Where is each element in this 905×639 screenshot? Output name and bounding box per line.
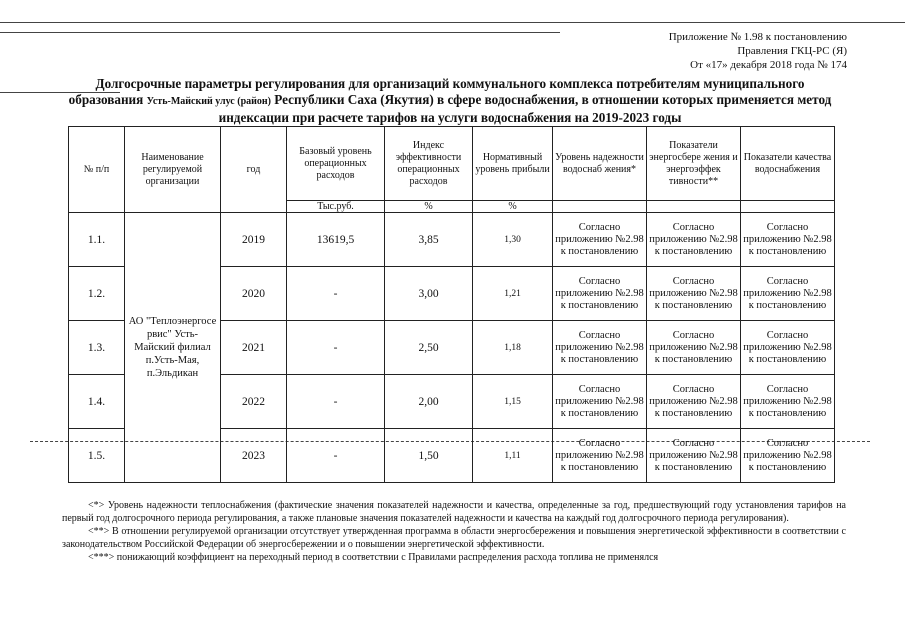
cell-efficiency: 1,50 xyxy=(385,429,473,483)
unit-reliability xyxy=(553,201,647,213)
cell-reliability: Согласно приложению №2.98 к постановлению xyxy=(553,267,647,321)
header-row xyxy=(69,127,835,201)
cell-organization: АО "Теплоэнергосе рвис" Усть-Майский филиал п.Усть-Мая, п.Эльдикан xyxy=(125,213,221,483)
cell-quality: Согласно приложению №2.98 к постановлению xyxy=(741,429,835,483)
unit-quality xyxy=(741,201,835,213)
cell-base: 13619,5 xyxy=(287,213,385,267)
cell-reliability: Согласно приложению №2.98 к постановлению xyxy=(553,375,647,429)
cell-reliability: Согласно приложению №2.98 к постановлению xyxy=(553,213,647,267)
cell-year: 2023 xyxy=(221,429,287,483)
cell-efficiency: 3,00 xyxy=(385,267,473,321)
table-row xyxy=(69,213,835,267)
cell-profit: 1,21 xyxy=(473,267,553,321)
cell-energy: Согласно приложению №2.98 к постановлению xyxy=(647,429,741,483)
cell-efficiency: 2,50 xyxy=(385,321,473,375)
unit-energy xyxy=(647,201,741,213)
cell-energy: Согласно приложению №2.98 к постановлению xyxy=(647,321,741,375)
title-region: Усть-Майский улус (район) xyxy=(146,96,271,107)
unit-efficiency: % xyxy=(385,201,473,213)
header-base: Базовый уровень операционных расходов xyxy=(287,127,385,201)
header-org: Наименование регулируемой организации xyxy=(125,127,221,213)
header-quality: Показатели качества водоснабжения xyxy=(741,127,835,201)
cell-num: 1.1. xyxy=(69,213,125,267)
cell-base: - xyxy=(287,321,385,375)
cell-profit: 1,15 xyxy=(473,375,553,429)
unit-profit: % xyxy=(473,201,553,213)
parameters-table xyxy=(68,126,835,483)
cell-energy: Согласно приложению №2.98 к постановлению xyxy=(647,267,741,321)
scan-line xyxy=(0,32,560,33)
cell-energy: Согласно приложению №2.98 к постановлению xyxy=(647,375,741,429)
header-year: год xyxy=(221,127,287,213)
cell-year: 2021 xyxy=(221,321,287,375)
footnote-coefficient: <***> понижающий коэффициент на переходный период в соответствии с Правилами распределения расхода топлива не применялся xyxy=(88,552,659,563)
cell-num: 1.5. xyxy=(69,429,125,483)
header-reliability: Уровень надежности водоснаб жения* xyxy=(553,127,647,201)
cell-profit: 1,11 xyxy=(473,429,553,483)
cell-reliability: Согласно приложению №2.98 к постановлению xyxy=(553,321,647,375)
appendix-line-1: Приложение № 1.98 к постановлению xyxy=(668,31,847,43)
header-energy: Показатели энергосбере жения и энергоэффек тивности** xyxy=(647,127,741,201)
cell-energy: Согласно приложению №2.98 к постановлению xyxy=(647,213,741,267)
cell-efficiency: 2,00 xyxy=(385,375,473,429)
cell-base: - xyxy=(287,267,385,321)
unit-base: Тыс.руб. xyxy=(287,201,385,213)
cell-num: 1.3. xyxy=(69,321,125,375)
footnote-reliability: <*> Уровень надежности теплоснабжения (фактические значения показателей надежности и качества, определенные за год, предшествующий году установления тарифов на первый год долгосрочного периода регулирования, а также плановые значения показателей надежности и качества на каждый год долгосрочного периода регулирования). xyxy=(62,500,846,524)
cell-quality: Согласно приложению №2.98 к постановлению xyxy=(741,213,835,267)
header-profit: Нормативный уровень прибыли xyxy=(473,127,553,201)
cell-year: 2019 xyxy=(221,213,287,267)
title-part-1: Долгосрочные параметры регулирования для организаций коммунального комплекса потребителям муниципального образования xyxy=(68,76,805,107)
cell-quality: Согласно приложению №2.98 к постановлению xyxy=(741,375,835,429)
cell-quality: Согласно приложению №2.98 к постановлению xyxy=(741,267,835,321)
cell-year: 2020 xyxy=(221,267,287,321)
title-part-3: Республики Саха (Якутия) в сфере водоснабжения, в отношении которых применяется метод индексации при расчете тарифов на услуги водоснабжения на 2019-2023 годы xyxy=(218,92,832,125)
cell-profit: 1,30 xyxy=(473,213,553,267)
cell-year: 2022 xyxy=(221,375,287,429)
footnotes xyxy=(62,499,846,564)
cell-profit: 1,18 xyxy=(473,321,553,375)
appendix-line-3: От «17» декабря 2018 года № 174 xyxy=(690,59,847,71)
cell-efficiency: 3,85 xyxy=(385,213,473,267)
footnote-energy: <**> В отношении регулируемой организации отсутствует утвержденная программа в области энергосбережения и повышения энергетической эффективности в соответствии с законодательством Российской Федерации об энергосбережении и о повышении энергетической эффективности. xyxy=(62,526,846,550)
cell-num: 1.4. xyxy=(69,375,125,429)
cell-num: 1.2. xyxy=(69,267,125,321)
cell-reliability: Согласно приложению №2.98 к постановлению xyxy=(553,429,647,483)
header-efficiency: Индекс эффективности операционных расходов xyxy=(385,127,473,201)
appendix-header xyxy=(547,30,847,72)
scan-line xyxy=(0,22,905,23)
header-num: № п/п xyxy=(69,127,125,213)
cell-quality: Согласно приложению №2.98 к постановлению xyxy=(741,321,835,375)
cell-base: - xyxy=(287,375,385,429)
cell-base: - xyxy=(287,429,385,483)
document-title xyxy=(60,76,840,126)
appendix-line-2: Правления ГКЦ-РС (Я) xyxy=(737,45,847,57)
